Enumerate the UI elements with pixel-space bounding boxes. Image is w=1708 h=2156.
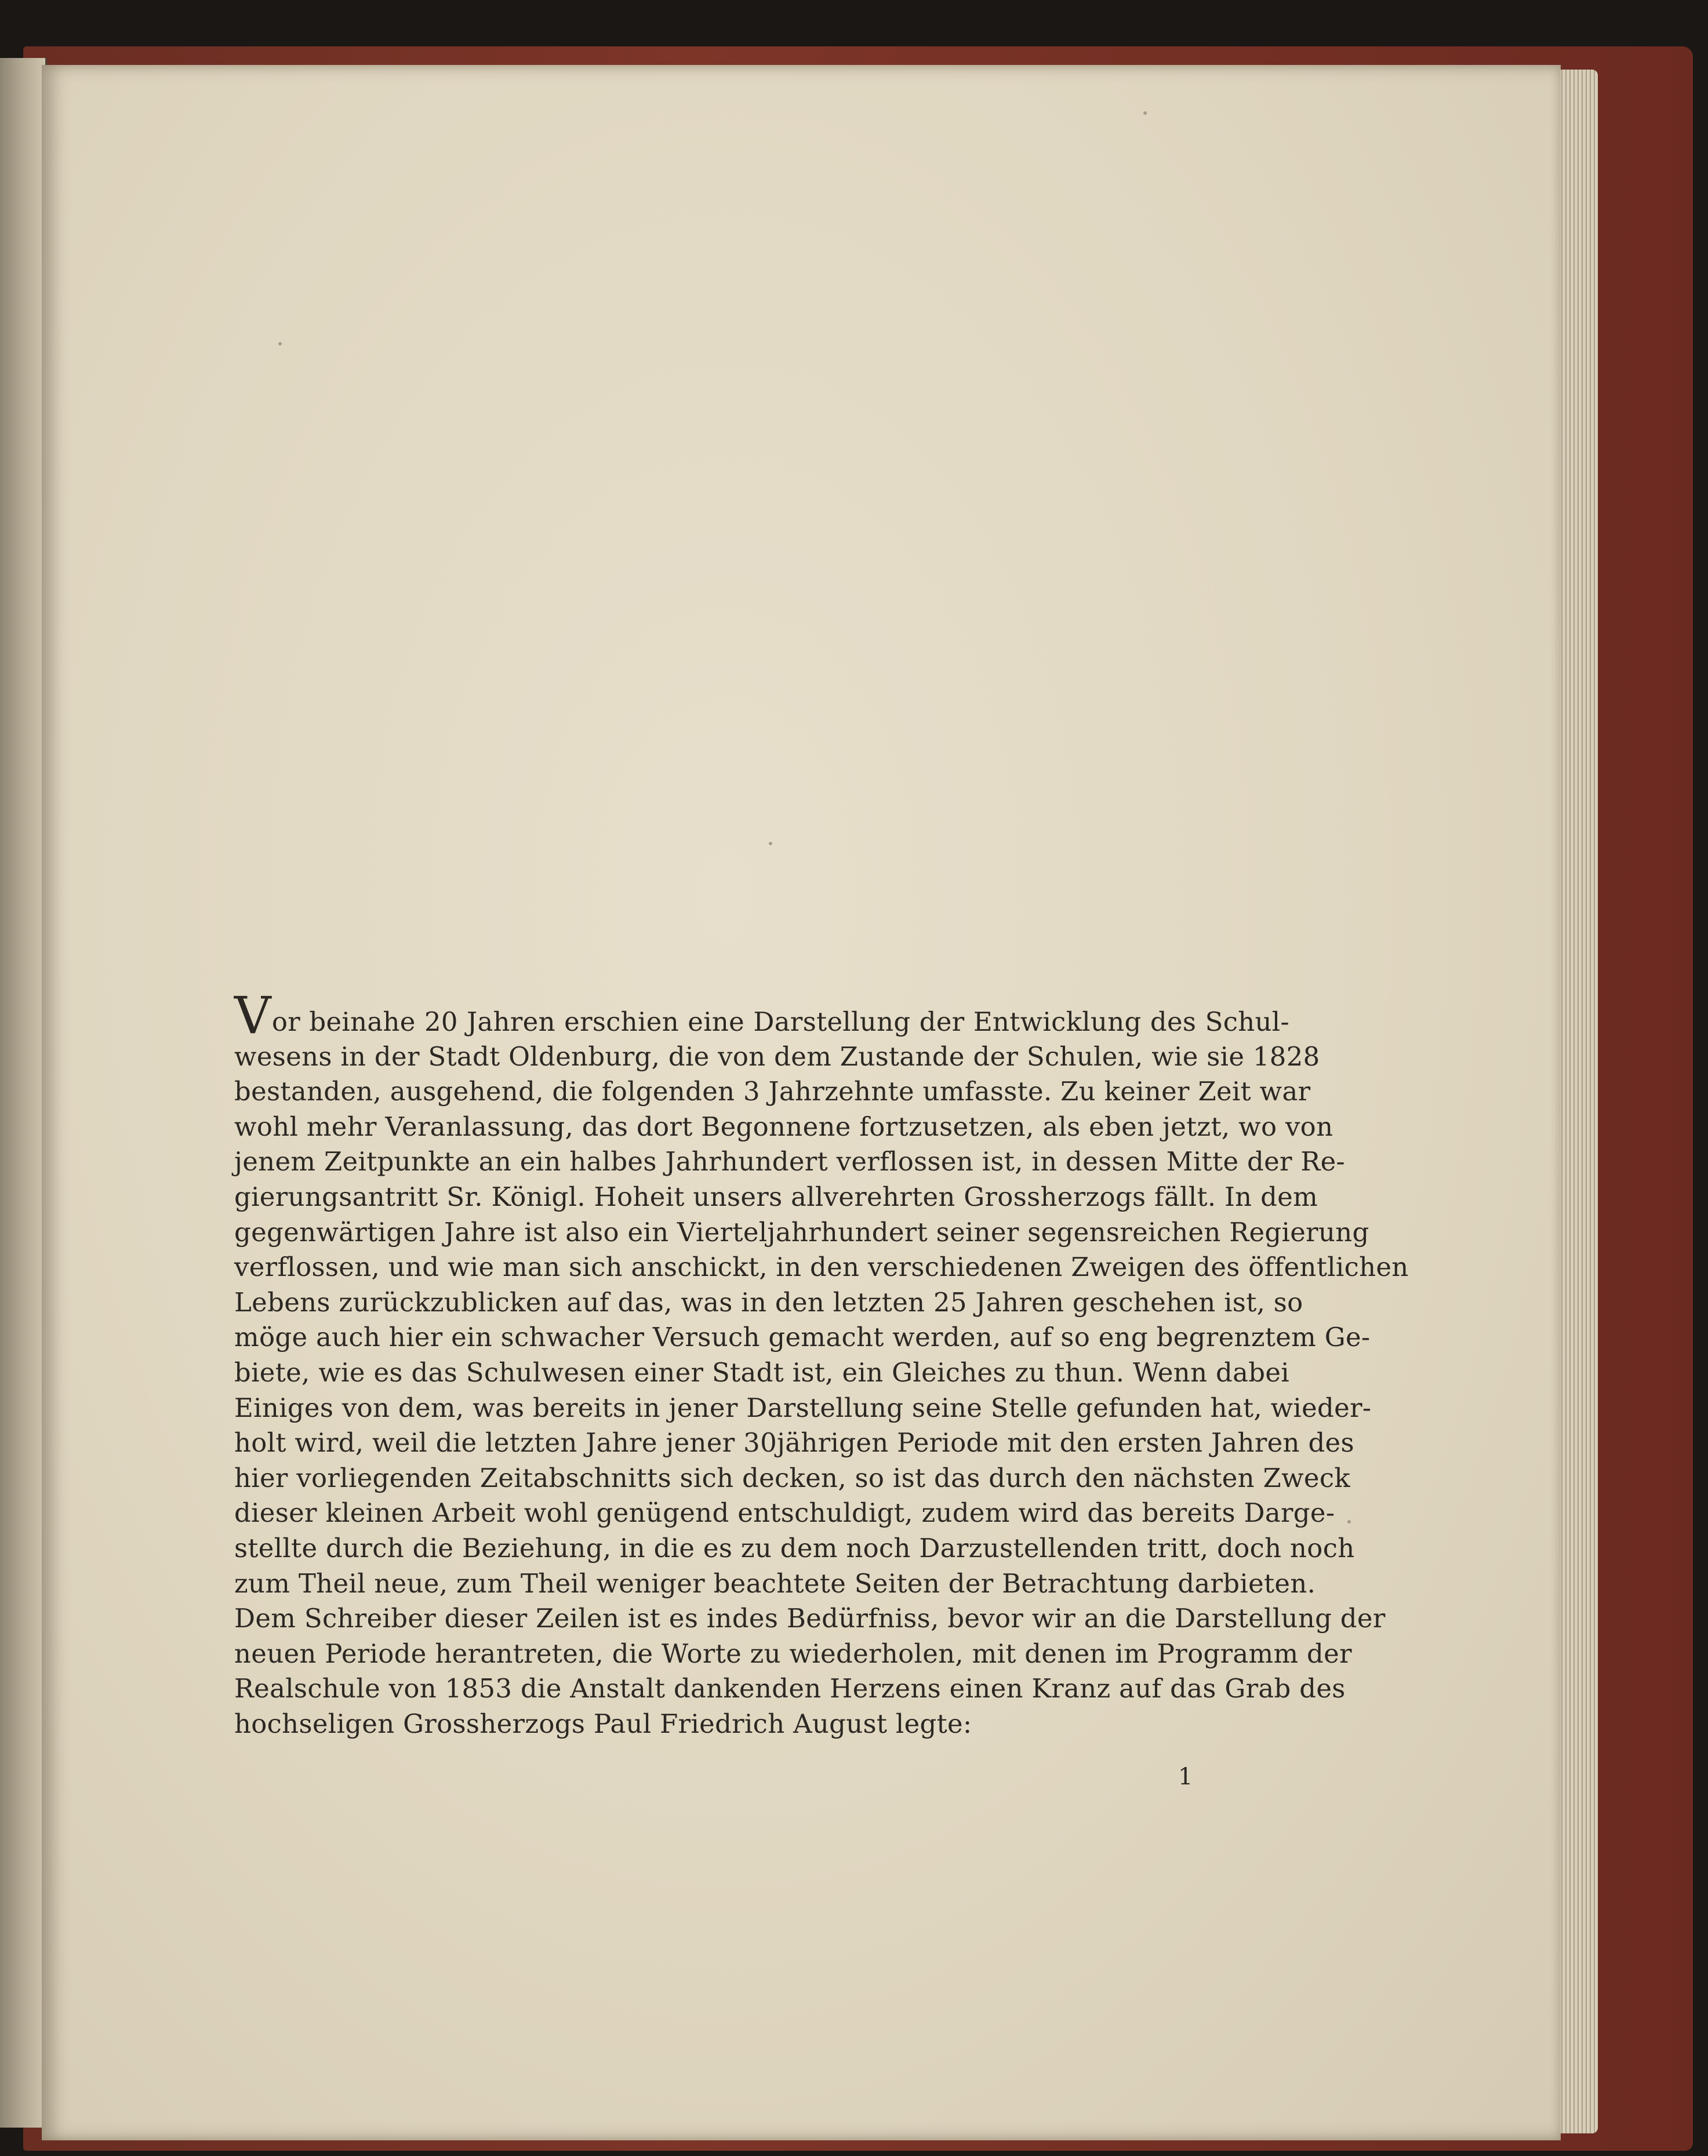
- paper-speck: [278, 342, 282, 346]
- text-line: holt wird, weil die letzten Jahre jener 30jährigen Periode mit den ersten Jahren des: [234, 1427, 1354, 1459]
- body-paragraph: [234, 986, 1409, 1741]
- text-line: dieser kleinen Arbeit wohl genügend entschuldigt, zudem wird das bereits Darge-: [234, 1497, 1335, 1529]
- drop-initial: V: [234, 986, 271, 1045]
- text-line: gierungsantritt Sr. Königl. Hoheit unsers allverehrten Grossherzogs fällt. In dem: [234, 1181, 1318, 1212]
- text-line: hochseligen Grossherzogs Paul Friedrich August legte:: [234, 1708, 972, 1739]
- text-line: Einiges von dem, was bereits in jener Darstellung seine Stelle gefunden hat, wieder-: [234, 1392, 1372, 1423]
- text-line: stellte durch die Beziehung, in die es zu dem noch Darzustellenden tritt, doch noch: [234, 1532, 1355, 1564]
- page-number: 1: [1178, 1764, 1193, 1790]
- paper-speck: [769, 842, 772, 845]
- text-line: verflossen, und wie man sich anschickt, in den verschiedenen Zweigen des öffentlichen: [234, 1252, 1409, 1283]
- text-line: zum Theil neue, zum Theil weniger beachtete Seiten der Betrachtung darbieten.: [234, 1568, 1316, 1599]
- text-line: möge auch hier ein schwacher Versuch gemacht werden, auf so eng begrenztem Ge-: [234, 1322, 1371, 1353]
- text-line: hier vorliegenden Zeitabschnitts sich decken, so ist das durch den nächsten Zweck: [234, 1462, 1350, 1493]
- text-line: wesens in der Stadt Oldenburg, die von dem Zustande der Schulen, wie sie 1828: [234, 1041, 1320, 1072]
- book-page: [42, 65, 1561, 2140]
- paper-speck: [1347, 1520, 1351, 1524]
- text-line: Vor beinahe 20 Jahren erschien eine Darstellung der Entwicklung des Schul-: [234, 986, 1289, 1045]
- text-line: Realschule von 1853 die Anstalt dankenden Herzens einen Kranz auf das Grab des: [234, 1673, 1346, 1704]
- text-line: bestanden, ausgehend, die folgenden 3 Jahrzehnte umfasste. Zu keiner Zeit war: [234, 1076, 1311, 1107]
- text-line: jenem Zeitpunkte an ein halbes Jahrhundert verflossen ist, in dessen Mitte der Re-: [234, 1146, 1346, 1177]
- text-line: Dem Schreiber dieser Zeilen ist es indes Bedürfniss, bevor wir an die Darstellung der: [234, 1603, 1386, 1634]
- left-page-edge: [0, 58, 47, 2128]
- paper-speck: [1143, 111, 1147, 115]
- text-line: gegenwärtigen Jahre ist also ein Vierteljahrhundert seiner segensreichen Regierung: [234, 1216, 1369, 1248]
- text-line: wohl mehr Veranlassung, das dort Begonnene fortzusetzen, als eben jetzt, wo von: [234, 1111, 1333, 1142]
- text-line: neuen Periode herantreten, die Worte zu wiederholen, mit denen im Programm der: [234, 1638, 1352, 1669]
- text-line: Lebens zurückzublicken auf das, was in den letzten 25 Jahren geschehen ist, so: [234, 1286, 1303, 1318]
- text-line: biete, wie es das Schulwesen einer Stadt ist, ein Gleiches zu thun. Wenn dabei: [234, 1357, 1289, 1388]
